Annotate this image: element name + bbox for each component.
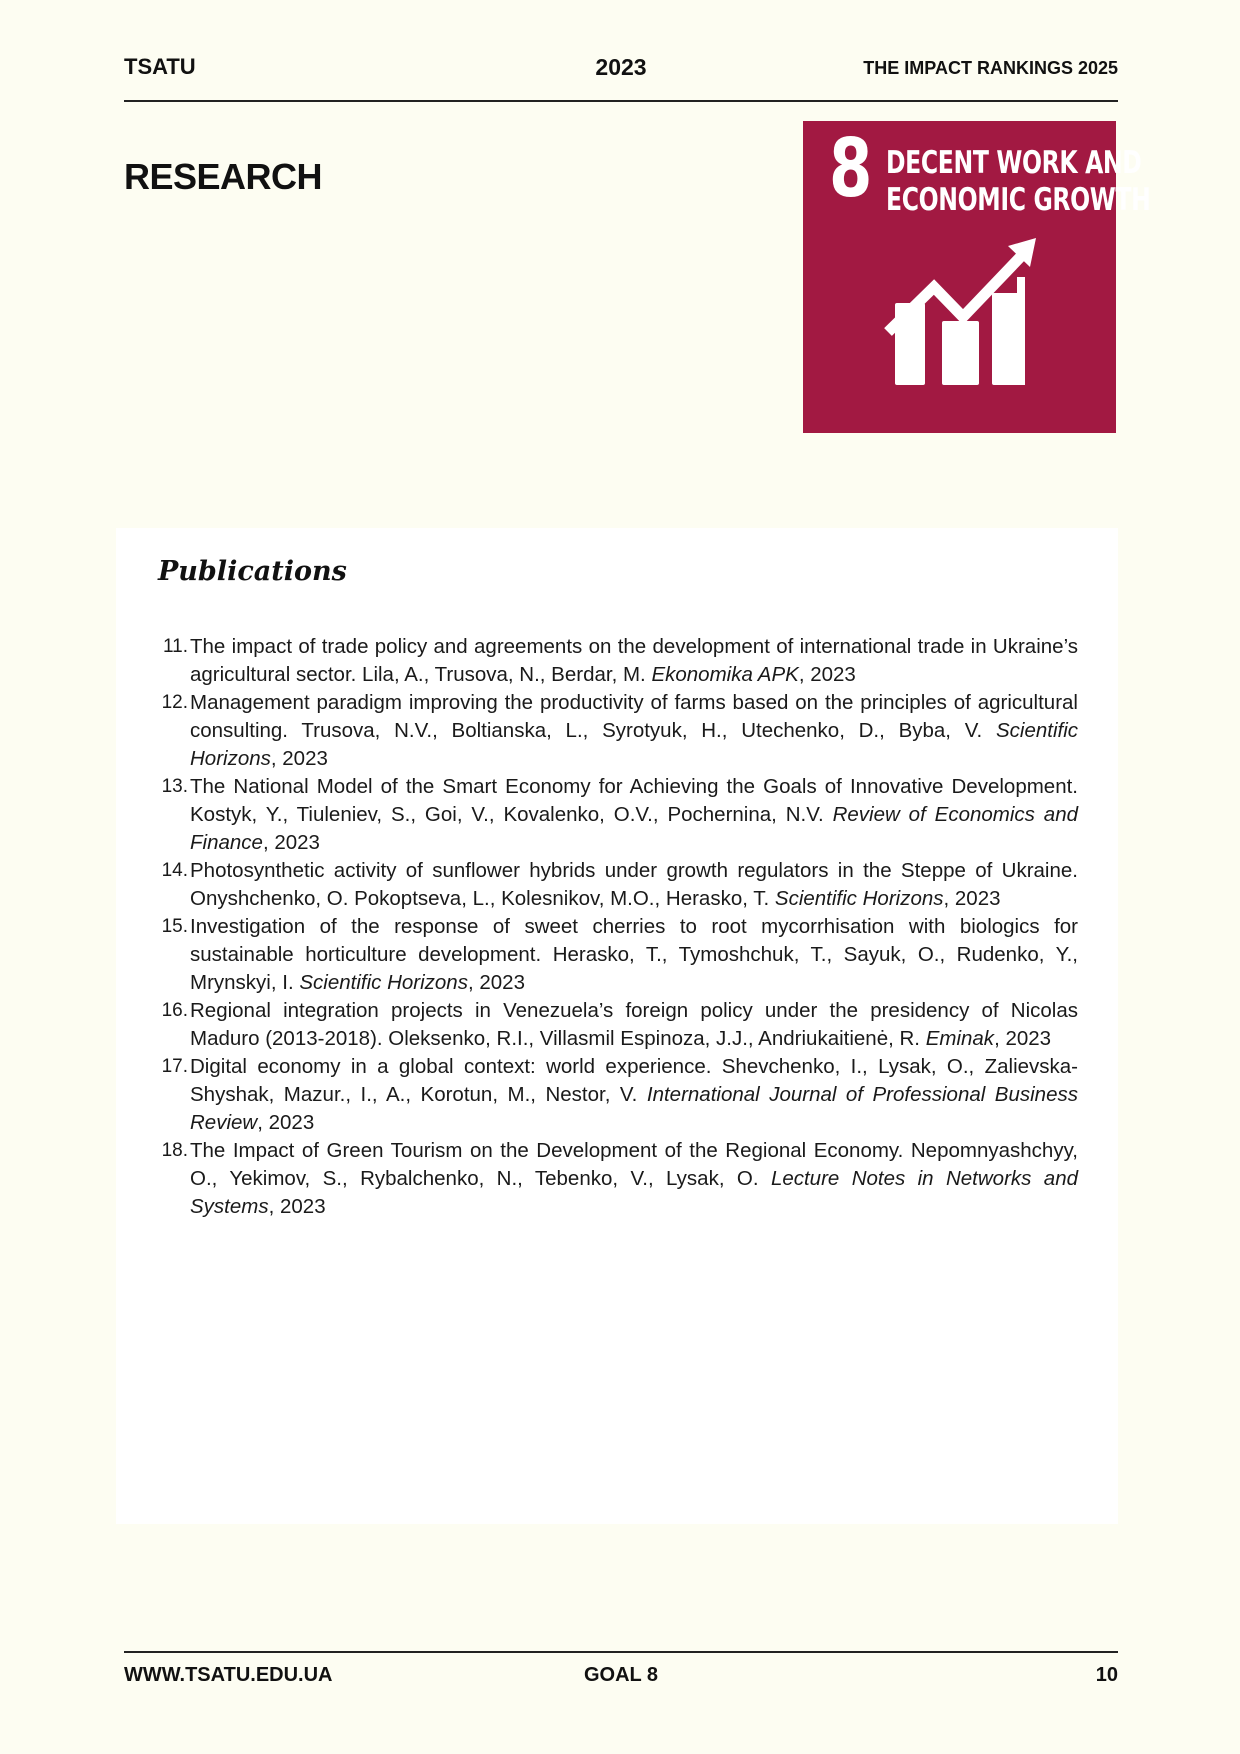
publication-number: 11. <box>162 636 188 657</box>
growth-chart-arrow-icon <box>803 121 1116 433</box>
header-year: 2023 <box>595 54 647 80</box>
publication-journal: Eminak <box>925 1027 995 1050</box>
publication-item <box>161 997 1078 1053</box>
publication-item <box>161 1137 1078 1221</box>
publication-item <box>161 773 1078 857</box>
publication-number: 18. <box>161 1140 188 1161</box>
publication-text: Regional integration projects in Venezuela’s foreign policy under the presidency of Nicolas Maduro (2013-2018). Oleksenko, R.I., Villasmil Espinoza, J.J., Andriukaitienė, R. <box>190 999 1078 1050</box>
publication-text: Photosynthetic activity of sunflower hybrids under growth regulators in the Steppe of Ukraine. Onyshchenko, O. Pokoptseva, L., Kolesnikov, M.O., Herasko, T. <box>190 859 1078 910</box>
section-title: Publications <box>158 556 347 587</box>
sdg-goal-title-line2: ECONOMIC GROWTH <box>886 182 1151 218</box>
publication-item <box>162 633 1078 689</box>
publication-number: 15. <box>161 916 188 937</box>
publication-journal: Ekonomika APK <box>651 663 799 686</box>
sdg-goal-title-line1: DECENT WORK AND <box>886 145 1142 181</box>
publication-item <box>161 913 1078 997</box>
sdg-goal-number: 8 <box>829 122 873 215</box>
header-institution: TSATU <box>124 54 196 79</box>
page-title: RESEARCH <box>124 156 323 197</box>
publication-year: , 2023 <box>262 831 320 854</box>
header-divider <box>124 100 1118 102</box>
publication-journal: Scientific Horizons <box>190 719 1078 770</box>
publication-text: The impact of trade policy and agreements on the development of international trade in Ukraine’s agricultural sector. Lila, A., Trusova, N., Berdar, M. <box>190 635 1078 686</box>
publication-number: 14. <box>161 860 188 881</box>
publication-text: The National Model of the Smart Economy for Achieving the Goals of Innovative Development. Kostyk, Y., Tiuleniev, S., Goi, V., Kovalenko, O.V., Pochernina, N.V. <box>190 775 1078 826</box>
publication-year: , 2023 <box>270 747 328 770</box>
footer-website: WWW.TSATU.EDU.UA <box>124 1664 333 1686</box>
footer-divider <box>124 1651 1118 1653</box>
publication-journal: Scientific Horizons <box>774 887 944 910</box>
publication-year: , 2023 <box>467 971 525 994</box>
page-header <box>124 50 1118 84</box>
header-ranking-title: THE IMPACT RANKINGS 2025 <box>863 58 1118 78</box>
publication-journal: Lecture Notes in Networks and Systems <box>190 1167 1078 1218</box>
publication-year: , 2023 <box>268 1195 326 1218</box>
publication-journal: Review of Economics and Finance <box>190 803 1078 854</box>
sdg-goal-tile <box>803 121 1151 433</box>
publication-number: 17. <box>161 1056 188 1077</box>
footer-goal: GOAL 8 <box>583 1664 659 1686</box>
publication-year: , 2023 <box>943 887 1001 910</box>
publication-journal: Scientific Horizons <box>299 971 468 994</box>
publications-card <box>116 528 1118 1524</box>
publication-item <box>161 1053 1078 1137</box>
publication-text: Investigation of the response of sweet cherries to root mycorrhisation with biologics for sustainable horticulture development. Herasko, T., Tymoshchuk, T., Sayuk, O., Rudenko, Y., Mrynskyi, I. <box>190 915 1078 994</box>
publication-year: , 2023 <box>257 1111 315 1134</box>
publication-year: , 2023 <box>994 1027 1052 1050</box>
publication-number: 16. <box>161 1000 188 1021</box>
publication-text: The Impact of Green Tourism on the Development of the Regional Economy. Nepomnyashchyy, O., Yekimov, S., Rybalchenko, N., Tebenko, V., Lysak, O. <box>190 1139 1078 1190</box>
page-number: 10 <box>1095 1664 1118 1686</box>
publication-item <box>161 689 1078 773</box>
publication-number: 12. <box>161 692 188 713</box>
publication-journal: International Journal of Professional Business Review <box>190 1083 1078 1134</box>
publication-text: Management paradigm improving the productivity of farms based on the principles of agricultural consulting. Trusova, N.V., Boltianska, L., Syrotyuk, H., Utechenko, D., Byba, V. <box>190 691 1078 742</box>
publication-number: 13. <box>161 776 188 797</box>
publication-item <box>161 857 1078 913</box>
publication-year: , 2023 <box>798 663 856 686</box>
publication-text: Digital economy in a global context: world experience. Shevchenko, I., Lysak, O., Zalievska-Shyshak, Mazur., I., A., Korotun, M., Nestor, V. <box>190 1055 1078 1106</box>
publication-list <box>161 633 1078 1221</box>
page-footer <box>124 1664 1118 1694</box>
